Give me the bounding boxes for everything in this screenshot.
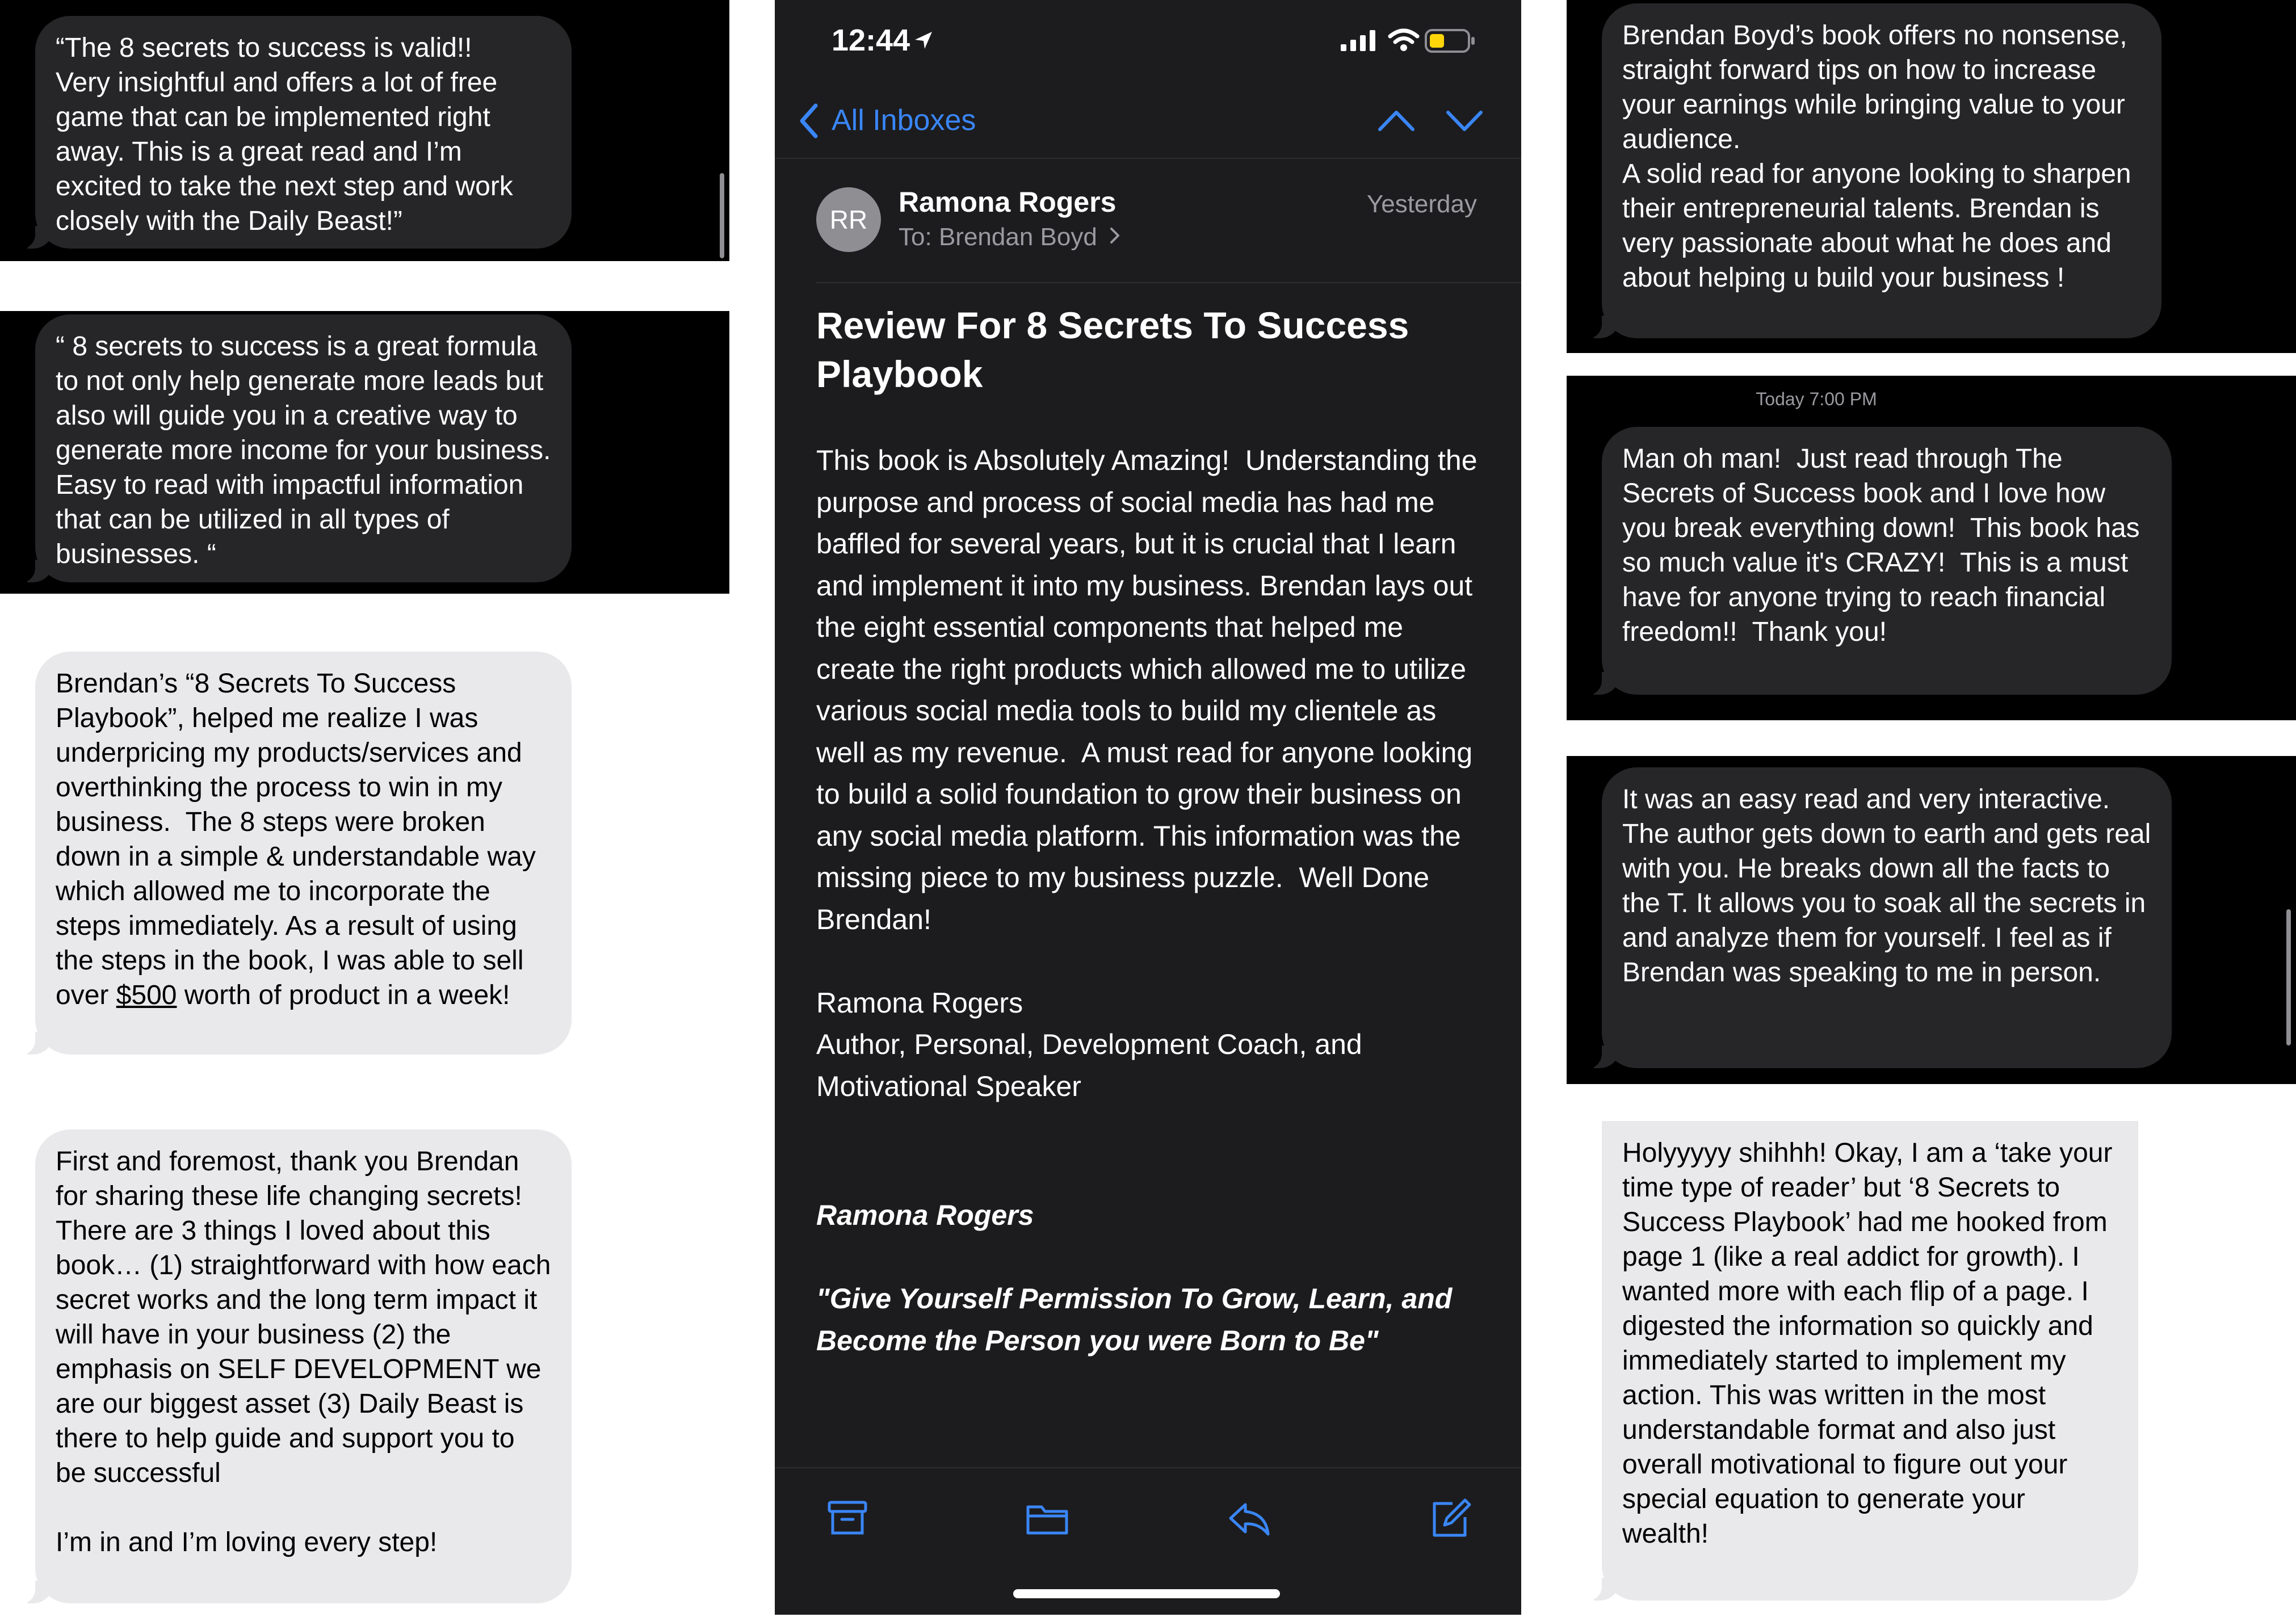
- battery-icon: [1425, 28, 1476, 53]
- scrollbar[interactable]: [720, 173, 724, 258]
- message-timestamp: Today 7:00 PM: [1756, 389, 1877, 409]
- message-bubble-review-5: Brendan Boyd’s book offers no nonsense, straight forward tips on how to increase your earnings while bringing value to your audience. A solid read for anyone looking to sharpen their entrepreneurial talents. Brendan is very passionate about what he does and about helping u build your business !: [1602, 3, 2161, 338]
- message-panel-6: [1567, 376, 2296, 720]
- signal-icon: [1340, 28, 1379, 52]
- message-bubble-review-6: Man oh man! Just read through The Secrets of Success book and I love how you break everything down! This book has so much value it's CRAZY! This is a must have for anyone trying to reach financial freedom!! Thank you!: [1602, 427, 2172, 695]
- chevron-down-icon[interactable]: [1445, 108, 1484, 134]
- status-time: 12:44: [832, 23, 910, 57]
- recipient-name: Brendan Boyd: [938, 223, 1097, 251]
- location-arrow-icon: [913, 30, 934, 51]
- email-nav-bar: [775, 91, 1521, 153]
- review-3-amount-link[interactable]: $500: [116, 980, 177, 1010]
- folder-icon[interactable]: [1025, 1496, 1070, 1541]
- message-panel-2: [0, 311, 729, 594]
- message-panel-1: [0, 0, 729, 261]
- status-bar: [775, 0, 1521, 85]
- avatar: RR: [816, 187, 881, 252]
- wifi-icon: [1388, 27, 1420, 52]
- recipient-line[interactable]: [899, 223, 1121, 251]
- email-subject: Review For 8 Secrets To Success Playbook: [816, 304, 1409, 395]
- back-to-inboxes-link[interactable]: All Inboxes: [832, 104, 976, 137]
- email-date: Yesterday: [1366, 190, 1477, 218]
- message-bubble-review-8: Holyyyyy shihhh! Okay, I am a ‘take your time type of reader’ but ‘8 Secrets to Success Playbook’ had me hooked from page 1 (like a real addict for growth). I wanted more with each flip of a page. I digested the information so quickly and immediately started to implement my action. This was written in the most understandable format and also just overall motivational to figure out your special equation to generate your wealth!: [1602, 1121, 2138, 1601]
- email-screen: [775, 0, 1521, 1615]
- chevron-left-icon[interactable]: [797, 102, 820, 140]
- toolbar-divider: [775, 1467, 1521, 1468]
- message-bubble-review-2: “ 8 secrets to success is a great formula to not only help generate more leads but also will guide you in a creative way to generate more income for your business. Easy to read with impactful information that can be utilized in all types of businesses. “: [35, 314, 572, 582]
- home-indicator: [1013, 1589, 1280, 1598]
- sender-name[interactable]: Ramona Rogers: [899, 186, 1116, 218]
- message-panel-7: [1567, 756, 2296, 1084]
- chevron-right-icon: [1109, 226, 1121, 245]
- message-panel-5: [1567, 0, 2296, 353]
- signature-name: Ramona Rogers: [816, 1199, 1034, 1231]
- scrollbar[interactable]: [2286, 909, 2291, 1045]
- compose-icon[interactable]: [1428, 1496, 1473, 1541]
- review-3-text-after: worth of product in a week!: [177, 980, 510, 1010]
- archive-icon[interactable]: [825, 1496, 870, 1541]
- nav-divider: [775, 158, 1521, 159]
- message-bubble-review-4: First and foremost, thank you Brendan for sharing these life changing secrets! There are 3 things I loved about this book… (1) straightforward with how each secret works and the long term impact it will have in your business (2) the emphasis on SELF DEVELOPMENT we are our biggest asset (3) Daily Beast is there to help guide and support you to be successful I’m in and I’m loving every step!: [35, 1129, 572, 1603]
- message-bubble-review-3: [35, 652, 572, 1055]
- message-bubble-review-1: “The 8 secrets to success is valid!! Very insightful and offers a lot of free game that can be implemented right away. This is a great read and I’m excited to take the next step and work closely with the Daily Beast!”: [35, 16, 572, 249]
- chevron-up-icon[interactable]: [1376, 108, 1416, 134]
- to-label: To:: [899, 223, 932, 251]
- email-body: This book is Absolutely Amazing! Understanding the purpose and process of social media has had me baffled for several years, but it is crucial that I learn and implement it into my business. Brendan lays out the eight essential components that helped me create the right products which allowed me to utilize various social media tools to build my clientele as well as my revenue. A must read for anyone looking to build a solid foundation to grow their business on any social media platform. This information was the missing piece to my business puzzle. Well Done Brendan! Ramona Rogers Author, Personal, Development Coach, and Motivational Speaker: [816, 444, 1478, 1102]
- signature-quote: "Give Yourself Permission To Grow, Learn, and Become the Person you were Born to Be": [816, 1283, 1453, 1356]
- header-divider: [816, 282, 1521, 283]
- message-bubble-review-7: It was an easy read and very interactive. The author gets down to earth and gets real with you. He breaks down all the facts to the T. It allows you to soak all the secrets in and analyze them for yourself. I feel as if Brendan was speaking to me in person.: [1602, 767, 2172, 1068]
- review-3-text-before: Brendan’s “8 Secrets To Success Playbook”, helped me realize I was underpricing my products/services and overthinking the process to win in my business. The 8 steps were broken down in a simple & understandable way which allowed me to incorporate the steps immediately. As a result of using the steps in the book, I was able to sell over: [56, 669, 544, 1010]
- reply-icon[interactable]: [1226, 1496, 1271, 1541]
